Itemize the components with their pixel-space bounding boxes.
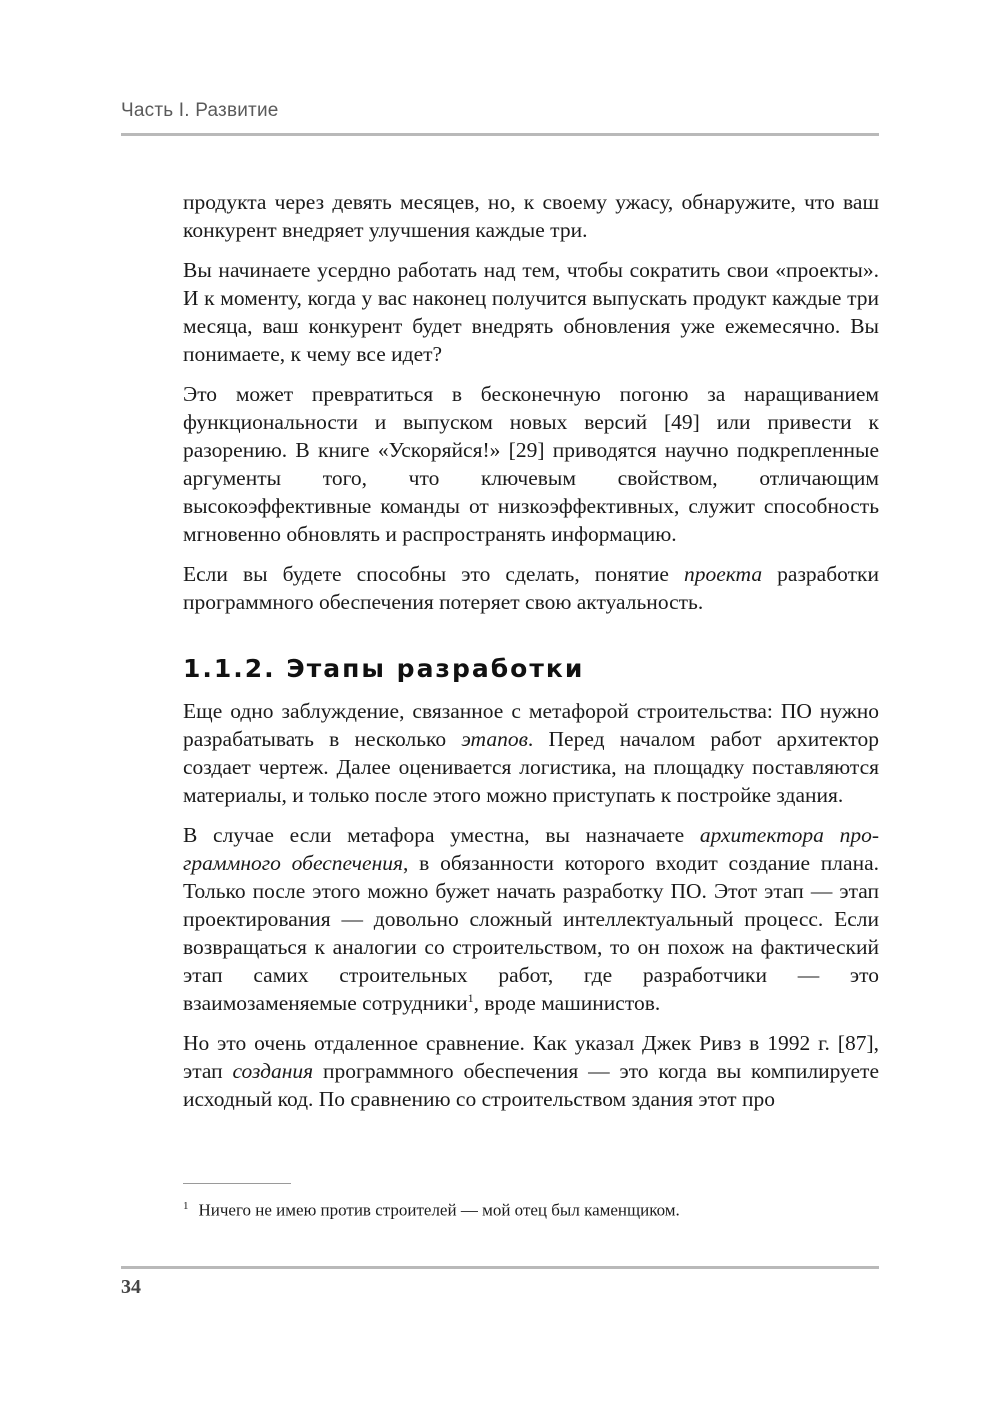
footnote-divider <box>183 1183 291 1184</box>
body-text <box>183 188 879 1125</box>
text-run: , в обязанности которого входит создание плана. Только после этого можно бужет начать разработку ПО. Этот этап — этап проектирования — довольно сложный интеллектуальный процесс. Если возвращаться к аналогии со строительством, то он похож на фактический этап самих строительных работ, где разработчики — это взаимозаменяемые сотрудники <box>183 851 879 1015</box>
footnote-reference[interactable]: 1 <box>467 990 474 1005</box>
paragraph: Это может превратиться в бесконечную погоню за наращиванием функциональности и выпуском новых версий [49] или привести к разорению. В книге «Ускоряйся!» [29] приводятся научно подкрепленные аргументы того, что ключевым свойством, отличающим высокоэффективные команды от низкоэффективных, служит способность мгновенно обновлять и распространять информацию. <box>183 382 879 546</box>
text-run: разработки программного обеспечения потеряет свою актуальность. <box>183 562 879 614</box>
paragraph <box>183 1029 879 1113</box>
section-heading: 1.1.2. Этапы разработки <box>183 654 585 683</box>
emphasis: этапов <box>461 727 528 751</box>
footnote-text: Ничего не имею против строителей — мой отец был каменщиком. <box>198 1200 680 1220</box>
footnote <box>183 1194 879 1223</box>
running-head: Часть I. Развитие <box>121 100 279 121</box>
header-divider <box>121 133 879 136</box>
text-run: программного обеспечения — это когда вы компилируете исходный код. По сравнению со строительством здания этот про <box>183 1059 879 1111</box>
footnote-marker: 1 <box>183 1200 189 1212</box>
text-run: , вроде машинистов. <box>473 991 661 1015</box>
paragraph <box>183 697 879 809</box>
footer-divider <box>121 1266 879 1269</box>
text-run: Еще одно заблуждение, связанное с метафорой строительства: ПО нужно разрабатывать в несколько <box>183 699 879 751</box>
paragraph <box>183 560 879 616</box>
text-run: В случае если метафора уместна, вы назначаете <box>183 823 700 847</box>
text-run: . Перед началом работ архитектор создает чертеж. Далее оценивается логистика, на площадку поставляются материалы, и только после этого можно приступать к постройке здания. <box>183 727 880 807</box>
emphasis: проекта <box>683 562 763 586</box>
paragraph: Вы начинаете усердно работать над тем, чтобы сократить свои «проекты». И к моменту, когда у вас наконец получится выпускать продукт каждые три месяца, ваш конкурент будет внедрять обновления уже ежемесячно. Вы понимаете, к чему все идет? <box>183 258 879 366</box>
emphasis: архитектора программного обеспечения <box>183 823 879 875</box>
text-run: Если вы будете способны это сделать, понятие <box>183 562 684 586</box>
paragraph <box>183 821 879 1017</box>
emphasis: создания <box>232 1059 314 1083</box>
page-number: 34 <box>121 1276 141 1298</box>
text-run: Но это очень отдаленное сравнение. Как указал Джек Ривз в 1992 г. [87], этап <box>183 1031 879 1083</box>
paragraph: продукта через девять месяцев, но, к своему ужасу, обнаружите, что ваш конкурент внедряет улучшения каждые три. <box>183 190 879 242</box>
